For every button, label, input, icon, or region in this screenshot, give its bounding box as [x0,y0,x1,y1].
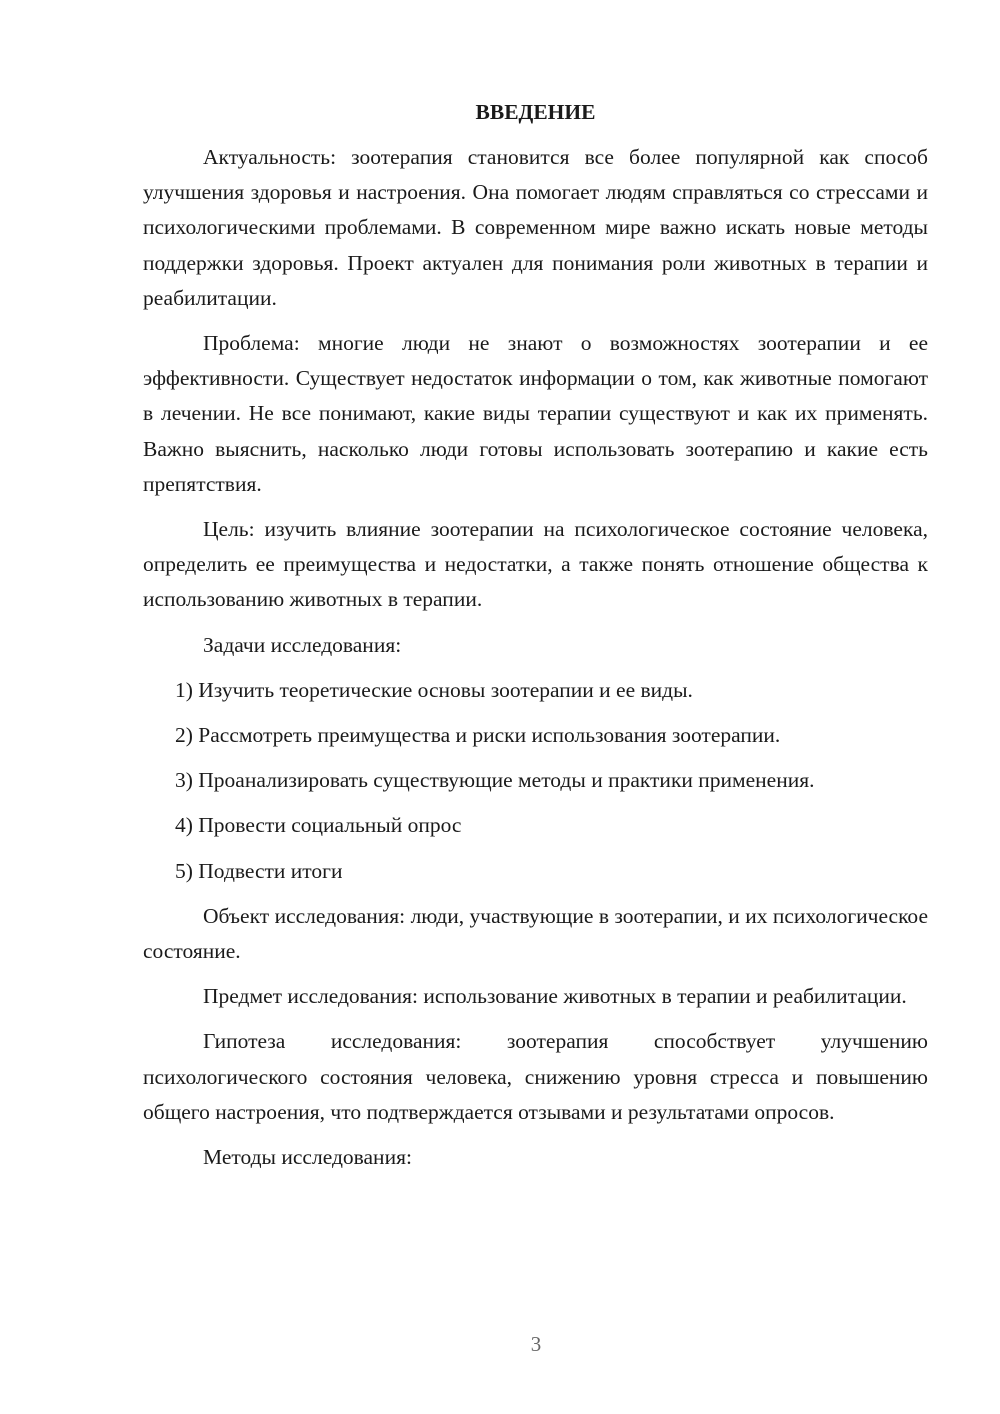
goal-paragraph: Цель: изучить влияние зоотерапии на психологическое состояние человека, определить ее преимущества и недостатки, а также понять отношение общества к использованию животных в терапии. [143,517,928,612]
page-heading: ВВЕДЕНИЕ [475,100,596,124]
subject-paragraph: Предмет исследования: использование животных в терапии и реабилитации. [203,984,907,1009]
task-item: 2) Рассмотреть преимущества и риски использования зоотерапии. [175,723,781,748]
hypothesis-paragraph: Гипотеза исследования: зоотерапия способствует улучшению психологического состояния человека, снижению уровня стресса и повышению общего настроения, что подтверждается отзывами и результатами опросов. [143,1029,928,1124]
object-paragraph: Объект исследования: люди, участвующие в зоотерапии, и их психологическое состояние. [143,903,928,964]
problem-paragraph: Проблема: многие люди не знают о возможностях зоотерапии и ее эффективности. Существует недостаток информации о том, как животные помогают в лечении. Не все понимают, какие виды терапии существуют и как их применять. Важно выяснить, насколько люди готовы использовать зоотерапию и какие есть препятствия. [143,331,928,496]
relevance-paragraph: Актуальность: зоотерапия становится все более популярной как способ улучшения здоровья и настроения. Она помогает людям справляться со стрессами и психологическими проблемами. В современном мире важно искать новые методы поддержки здоровья. Проект актуален для понимания роли животных в терапии и реабилитации. [143,145,928,310]
methods-title: Методы исследования: [203,1145,412,1170]
tasks-list [143,673,928,889]
task-item: 3) Проанализировать существующие методы и практики применения. [175,768,815,793]
task-item: 5) Подвести итоги [175,858,343,883]
page-number: 3 [530,1332,542,1356]
task-item: 4) Провести социальный опрос [175,813,462,838]
task-item: 1) Изучить теоретические основы зоотерапии и ее виды. [175,677,693,702]
page-content [143,95,928,1185]
tasks-title: Задачи исследования: [203,632,402,657]
